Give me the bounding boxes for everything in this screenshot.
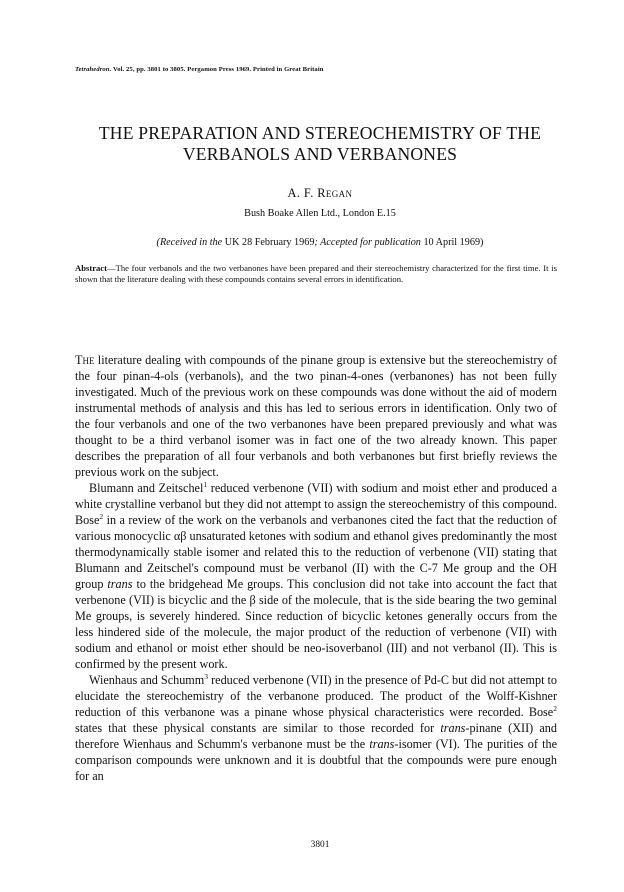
p3-trans-2: trans [369,737,395,751]
p2-text-b: reduced verbenone (VII) with sodium and moist ether and produced a white crystalline verbanol but they did not attempt to assign the stereochemistry of this compound. Bose [75,481,557,527]
p2-text-c: in a review of the work on the verbanols and verbanones cited the fact that the reduction of various monocyclic αβ unsaturated ketones with sodium and ethanol gives predominantly the most thermodynamically stable isomer and related this to the reduction of verbenone (VII) stating that Blumann and Zeitschel's compound must be verbanol (II) with the C-7 Me group and the OH group [75,513,557,591]
journal-name: Tetrahedron. [75,66,112,73]
p2-text-a: Blumann and Zeitschel [89,481,204,495]
received-dates [40,237,600,248]
p3-text-a: Wienhaus and Schumm [89,673,205,687]
paragraph-1-text: literature dealing with compounds of the pinane group is extensive but the stereochemistry of the four pinan-4-ols (verbanols), and the two pinan-4-ones (verbanones) has not been fully investigated. Much of the previous work on these compounds was done without the aid of modern instrumental methods of analysis and this has led to serious errors in identification. Only two of the four verbanols and one of the two verbanones have been prepared previously and what was thought to be a third verbanol isomer was in fact one of the two already known. This paper describes the preparation of all four verbanols and both verbanones but first briefly reviews the previous work on the subject. [75,353,557,479]
p2-text-d: to the bridgehead Me groups. This conclusion did not take into account the fact that verbenone (VII) is bicyclic and the β side of the molecule, that is the side bearing the two geminal Me groups, is severely hindered. Since reduction of bicyclic ketones generally occurs from the less hindered side of the molecule, the major product of the reduction of verbenone (VII) with sodium and ethanol or moist ether should be neo-isoverbanol (III) and not verbanol (II). This is confirmed by the present work. [75,577,557,671]
p3-text-e: -isomer (VI). The purities of the comparison compounds were unknown and it is doubtful that the compounds were pure enough for an [75,737,557,783]
p3-text-b: reduced verbenone (VII) in the presence of Pd-C but did not attempt to elucidate the stereochemistry of the verbanone produced. The product of the Wolff-Kishner reduction of this verbanone was a pinane whose physical characteristics were recorded. Bose [75,673,557,719]
received-date: 28 February 1969 [239,237,315,248]
paragraph-1-lead: The [75,353,95,367]
abstract [75,263,557,286]
author-surname: Regan [317,186,353,200]
paragraph-3 [75,672,557,784]
abstract-label: Abstract [75,263,107,273]
page-number: 3801 [310,840,330,850]
reference-1: 1 [203,479,208,489]
article-title [40,123,600,165]
abstract-text: —The four verbanols and the two verbanones have been prepared and their stereochemistry characterized for the first time. It is shown that the literature dealing with these compounds contains several errors in identification. [75,263,557,285]
p3-trans-1: trans [440,721,466,735]
body-text [75,352,557,784]
paragraph-2 [75,480,557,672]
author-initials: A. F. [287,186,318,200]
p3-text-c: states that these physical constants are similar to those recorded for [75,721,441,735]
title-line-2: VERBANOLS AND VERBANONES [182,144,458,164]
received-uk: UK [224,237,240,248]
title-line-1: THE PREPARATION AND STEREOCHEMISTRY OF THE [98,123,542,143]
reference-3: 3 [204,671,209,681]
reference-2b: 2 [553,703,557,713]
received-open: (Received in the [156,237,225,248]
accepted-label: ; Accepted for publication [314,237,421,248]
affiliation: Bush Boake Allen Ltd., London E.15 [244,208,396,219]
journal-details: Vol. 25, pp. 3801 to 3805. Pergamon Press 1969. Printed in Great Britain [112,66,324,73]
p3-text-d: -pinane (XII) and therefore Wienhaus and Schumm's verbanone must be the [75,721,557,751]
accepted-date: 10 April 1969) [420,237,484,248]
paragraph-1 [75,352,557,480]
running-head [75,66,324,73]
author [40,186,600,201]
reference-2: 2 [99,511,104,521]
p2-trans: trans [107,577,133,591]
